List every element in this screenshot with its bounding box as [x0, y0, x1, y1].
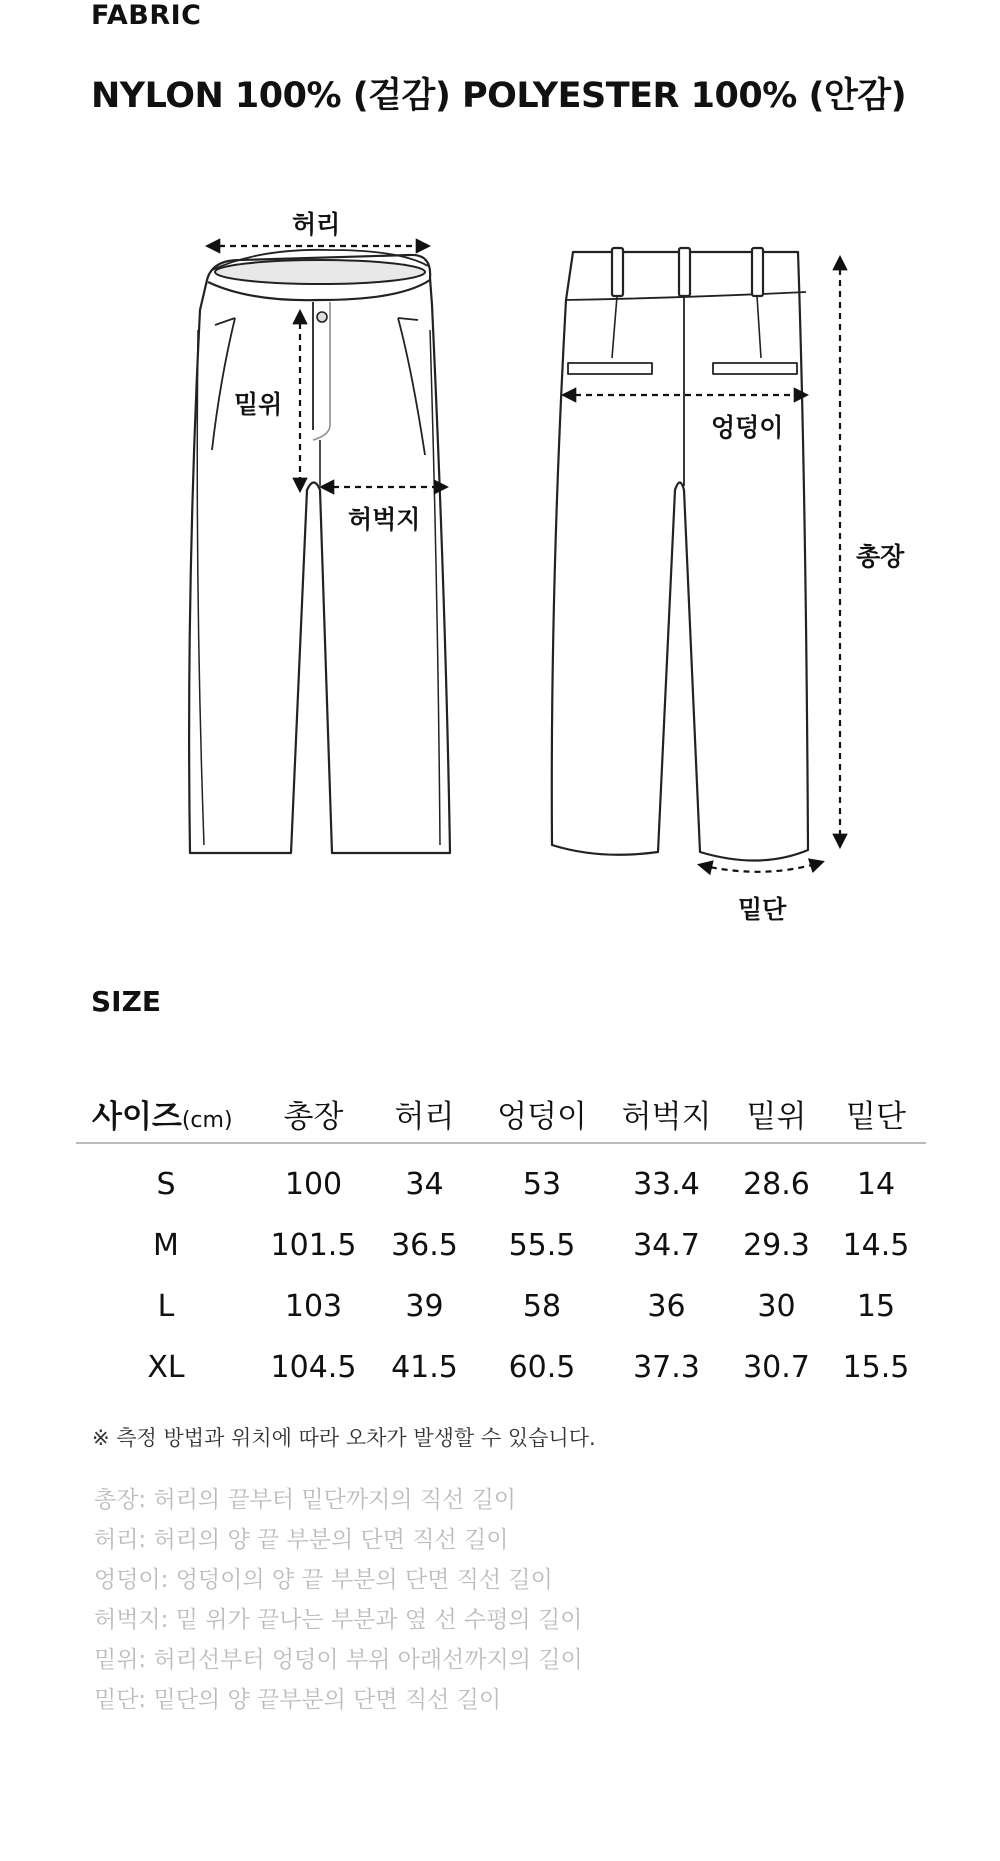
- measurement-diagram: [0, 190, 1000, 950]
- value-cell: 55.5: [508, 1228, 576, 1263]
- value-cell: 60.5: [508, 1350, 576, 1385]
- unit-label: (cm): [181, 1108, 233, 1133]
- definition-item: 허벅지: 밑 위가 끝나는 부분과 옆 선 수평의 길이: [94, 1607, 583, 1633]
- value-cell: 14.5: [842, 1228, 910, 1263]
- size-section-title: SIZE: [91, 985, 162, 1018]
- table-row: [76, 1215, 926, 1276]
- front-pants-drawing: [189, 250, 450, 853]
- value-cell: 14: [856, 1167, 896, 1202]
- value-cell: 104.5: [270, 1350, 357, 1385]
- fabric-composition: NYLON 100% (겉감) POLYESTER 100% (안감): [91, 76, 907, 116]
- table-row: [76, 1143, 926, 1215]
- pants-illustration: [0, 190, 1000, 950]
- definition-item: 밑단: 밑단의 양 끝부분의 단면 직선 길이: [94, 1687, 502, 1713]
- value-cell: 58: [522, 1289, 562, 1324]
- value-cell: 100: [284, 1167, 343, 1202]
- table-row: [76, 1276, 926, 1337]
- measurement-note: ※ 측정 방법과 위치에 따라 오차가 발생할 수 있습니다.: [92, 1426, 596, 1450]
- size-column-header: 사이즈(cm): [76, 1070, 256, 1143]
- value-cell: 101.5: [270, 1228, 357, 1263]
- waist-label: 허리: [292, 210, 341, 239]
- column-header: 엉덩이: [478, 1070, 606, 1143]
- column-header: 허벅지: [606, 1070, 727, 1143]
- value-cell: 53: [522, 1167, 562, 1202]
- value-cell: 34.7: [633, 1228, 700, 1263]
- hip-label: 엉덩이: [711, 413, 784, 442]
- definition-item: 엉덩이: 엉덩이의 양 끝 부분의 단면 직선 길이: [94, 1567, 553, 1593]
- measurement-definitions: [94, 1480, 583, 1720]
- value-cell: 41.5: [391, 1350, 458, 1385]
- value-cell: 28.6: [743, 1167, 810, 1202]
- value-cell: 103: [284, 1289, 343, 1324]
- rise-label: 밑위: [234, 390, 283, 419]
- column-header: 밑단: [826, 1070, 926, 1143]
- value-cell: 15: [856, 1289, 896, 1324]
- definition-item: 허리: 허리의 양 끝 부분의 단면 직선 길이: [94, 1527, 509, 1553]
- value-cell: 39: [405, 1289, 444, 1324]
- size-cell: L: [157, 1289, 175, 1324]
- thigh-label: 허벅지: [348, 505, 421, 534]
- value-cell: 15.5: [842, 1350, 910, 1385]
- value-cell: 36: [647, 1289, 686, 1324]
- value-cell: 36.5: [391, 1228, 458, 1263]
- value-cell: 37.3: [633, 1350, 700, 1385]
- fabric-label: FABRIC: [91, 0, 202, 31]
- hem-label: 밑단: [738, 895, 787, 924]
- value-cell: 33.4: [633, 1167, 700, 1202]
- value-cell: 34: [405, 1167, 444, 1202]
- value-cell: 30: [757, 1289, 796, 1324]
- table-row: [76, 1337, 926, 1398]
- column-header: 허리: [371, 1070, 478, 1143]
- size-table-header: [76, 1070, 926, 1143]
- back-pants-drawing: [552, 248, 808, 861]
- size-cell: XL: [147, 1350, 185, 1385]
- definition-item: 밑위: 허리선부터 엉덩이 부위 아래선까지의 길이: [94, 1647, 583, 1673]
- value-cell: 30.7: [743, 1350, 810, 1385]
- value-cell: 29.3: [743, 1228, 810, 1263]
- size-cell: S: [156, 1167, 176, 1202]
- length-label: 총장: [856, 542, 905, 571]
- column-header: 총장: [256, 1070, 371, 1143]
- column-header: 밑위: [727, 1070, 826, 1143]
- size-table: [76, 1070, 926, 1398]
- definition-item: 총장: 허리의 끝부터 밑단까지의 직선 길이: [94, 1487, 517, 1513]
- size-cell: M: [153, 1228, 179, 1263]
